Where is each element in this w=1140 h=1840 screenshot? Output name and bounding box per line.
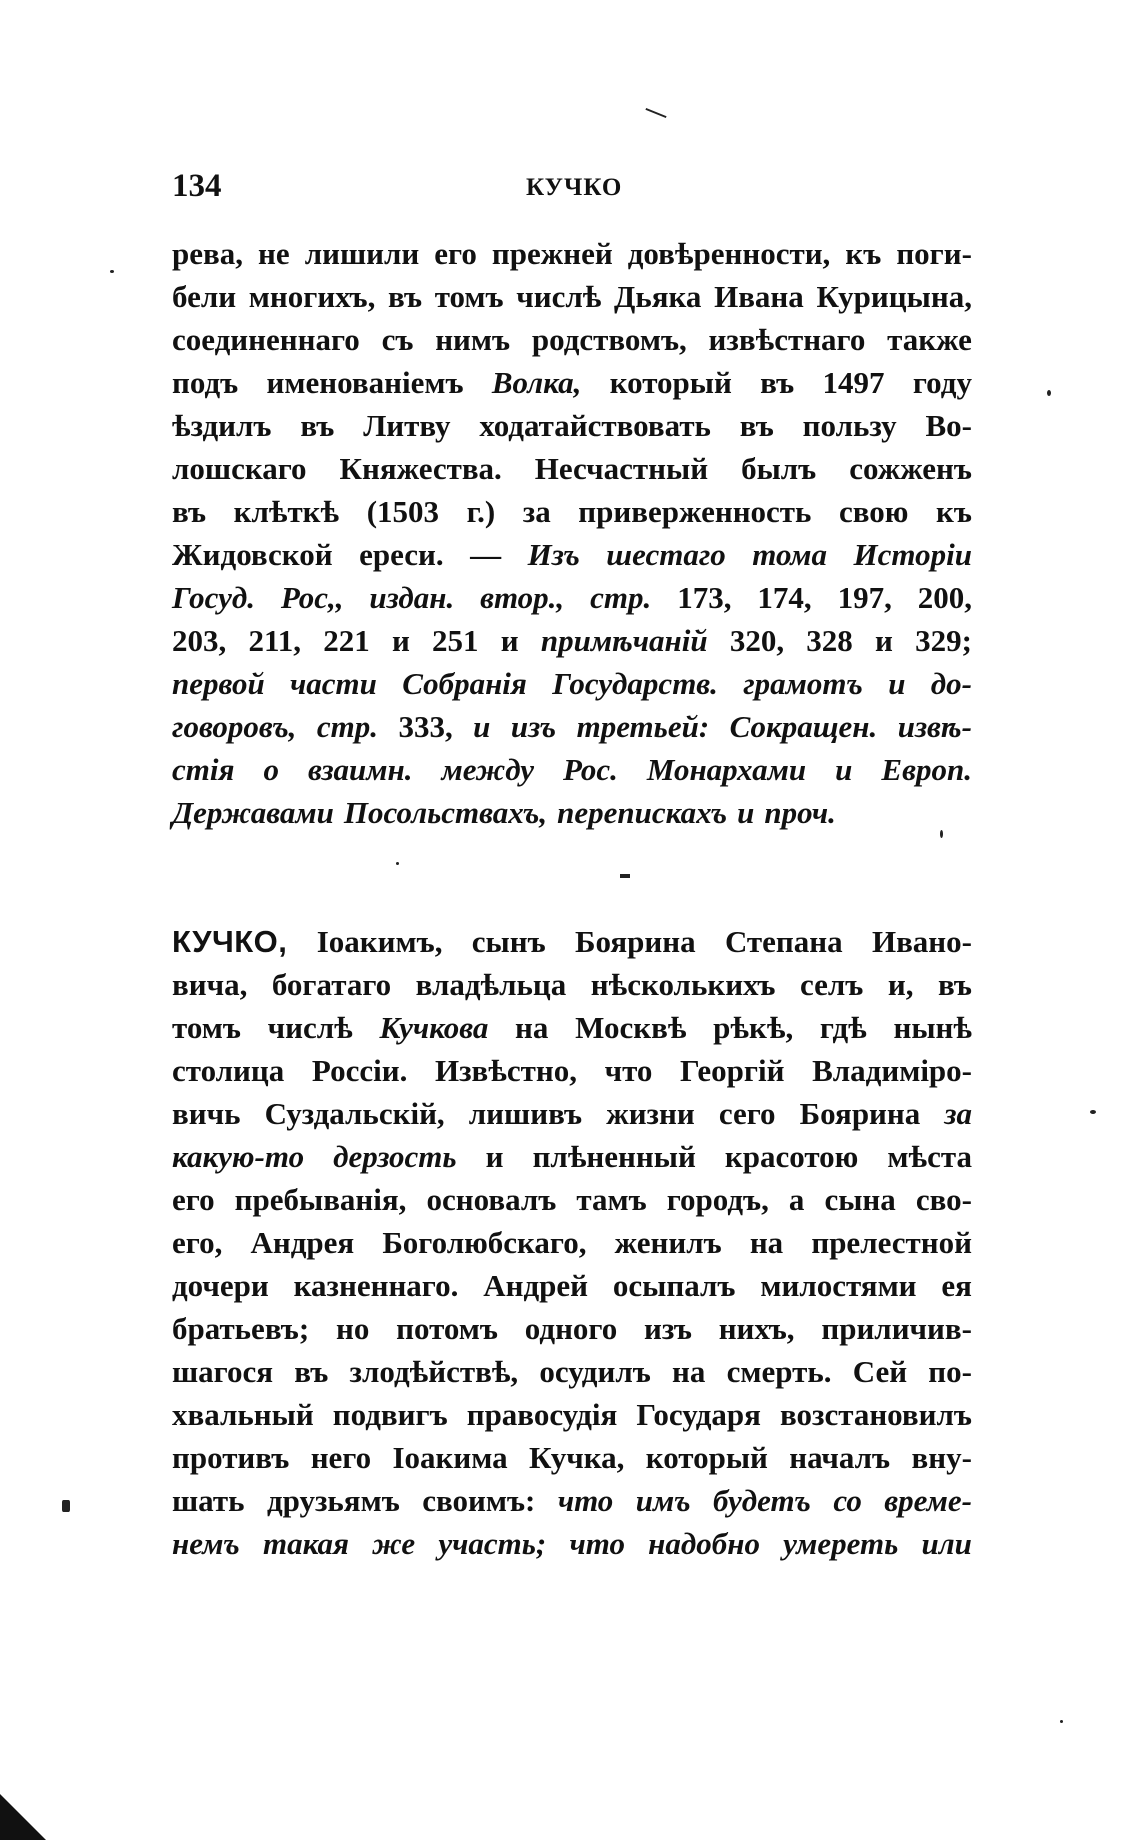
word: селъ	[799, 967, 864, 1002]
word: бели	[172, 279, 237, 314]
word: на	[515, 1010, 549, 1045]
word: именованіемъ	[266, 365, 464, 400]
word: 200,	[917, 580, 972, 615]
word: шестаго	[606, 537, 726, 572]
word: первой	[172, 666, 265, 701]
word: втор.,	[480, 580, 565, 615]
word: на	[749, 1225, 784, 1260]
word: Москвѣ	[575, 1010, 687, 1045]
word: сво-	[915, 1182, 972, 1217]
word: подъ	[172, 365, 239, 400]
page-header	[172, 168, 972, 208]
word: пребыванія,	[234, 1182, 407, 1217]
word: дерзость	[333, 1139, 457, 1174]
word: сына	[824, 1182, 896, 1217]
word: Монархами	[646, 752, 807, 787]
word: многихъ,	[248, 279, 376, 314]
word: лишили	[304, 236, 420, 271]
word: части	[290, 666, 377, 701]
text-line	[172, 1479, 972, 1522]
text-line	[172, 318, 972, 361]
word: и	[737, 795, 755, 830]
word: до-	[930, 666, 972, 701]
word: грамотъ	[743, 666, 863, 701]
word: шагося	[172, 1354, 274, 1389]
text-line	[172, 1264, 972, 1307]
word: вича,	[172, 967, 248, 1002]
word: но	[335, 1311, 370, 1346]
word: 333,	[398, 709, 453, 744]
word: —	[470, 537, 502, 572]
word: Во-	[925, 408, 972, 443]
word: довѣренности,	[627, 236, 831, 271]
word: Княжества.	[339, 451, 502, 486]
text-line	[172, 447, 972, 490]
word: прежней	[491, 236, 613, 271]
word: его,	[172, 1225, 223, 1260]
word: извѣстнаго	[708, 322, 866, 357]
scan-speck	[1060, 1720, 1063, 1723]
word: или	[921, 1526, 972, 1561]
word: изъ	[510, 709, 557, 744]
word: и	[875, 623, 893, 658]
word: Извѣстно,	[434, 1053, 577, 1088]
word: же	[372, 1526, 416, 1561]
word: Несчастный	[534, 451, 709, 486]
word: и,	[887, 967, 914, 1002]
word: смерть.	[726, 1354, 832, 1389]
word: нимъ	[435, 322, 511, 357]
scan-speck	[62, 1500, 70, 1512]
word: Изъ	[527, 537, 580, 572]
word: основалъ	[426, 1182, 557, 1217]
word: г.)	[466, 494, 496, 529]
word: 328	[806, 623, 853, 658]
word: въ	[739, 408, 774, 443]
word: что	[569, 1526, 625, 1561]
text-line	[172, 920, 972, 963]
scan-speck	[396, 862, 399, 865]
word: ея	[941, 1268, 972, 1303]
word: сынъ	[471, 924, 546, 959]
word: нынѣ	[893, 1010, 972, 1045]
word: нѣсколькихъ	[590, 967, 776, 1002]
word: соединеннаго	[172, 322, 360, 357]
word: осудилъ	[539, 1354, 651, 1389]
word: пользу	[802, 408, 897, 443]
word: въ	[294, 1354, 329, 1389]
text-line	[172, 1006, 972, 1049]
word: своимъ:	[422, 1483, 536, 1518]
word: Державами	[172, 795, 334, 830]
word: къ	[936, 494, 972, 529]
word: вну-	[911, 1440, 972, 1475]
word: за	[944, 1096, 972, 1131]
word: хвальный	[172, 1397, 314, 1432]
scan-speck	[645, 108, 666, 118]
word: въ	[172, 494, 207, 529]
text-line	[172, 619, 972, 662]
word: со	[833, 1483, 862, 1518]
text-line	[172, 1049, 972, 1092]
text-line	[172, 1221, 972, 1264]
text-line	[172, 748, 972, 791]
word: Россіи.	[311, 1053, 408, 1088]
word: что	[557, 1483, 614, 1518]
word: Андрей	[483, 1268, 589, 1303]
word: рева,	[172, 236, 243, 271]
word: и	[473, 709, 491, 744]
word: братьевъ;	[172, 1311, 310, 1346]
word: 173,	[677, 580, 732, 615]
word: а	[788, 1182, 805, 1217]
word: 251	[432, 623, 479, 658]
text-line	[172, 533, 972, 576]
word: числѣ	[267, 1010, 353, 1045]
word: возстановилъ	[779, 1397, 972, 1432]
word: Европ.	[881, 752, 972, 787]
word: въ	[387, 279, 423, 314]
running-head: КУЧКО	[526, 174, 623, 201]
word: шать	[172, 1483, 245, 1518]
word: Георгій	[680, 1053, 785, 1088]
word: богатаго	[271, 967, 392, 1002]
word: третьей:	[576, 709, 710, 744]
word: 174,	[757, 580, 812, 615]
word: примѣчаній	[540, 623, 708, 658]
word: 1497	[822, 365, 885, 400]
word: прелестной	[811, 1225, 972, 1260]
word: осыпалъ	[612, 1268, 736, 1303]
word: который	[609, 365, 732, 400]
text-line	[172, 232, 972, 275]
word: столица	[172, 1053, 285, 1088]
word: Сей	[852, 1354, 908, 1389]
word: и	[500, 623, 519, 658]
word: стр.	[590, 580, 652, 615]
text-line	[172, 1393, 972, 1436]
word: 197,	[837, 580, 892, 615]
word: Боголюбскаго,	[382, 1225, 587, 1260]
word: сожженъ	[849, 451, 972, 486]
word: приличив-	[821, 1311, 972, 1346]
word: съ	[381, 322, 414, 357]
word: Посольствахъ,	[343, 795, 548, 830]
word: Іоакима	[392, 1440, 508, 1475]
word: на	[672, 1354, 706, 1389]
word: плѣненный	[532, 1139, 696, 1174]
word: Собранія	[402, 666, 527, 701]
word: и	[485, 1139, 504, 1174]
word: стр.	[316, 709, 378, 744]
word: 211,	[248, 623, 302, 658]
entry-headword: КУЧКО,	[172, 924, 288, 959]
word: изъ	[644, 1311, 692, 1346]
word: друзьямъ	[266, 1483, 400, 1518]
word: противъ	[172, 1440, 290, 1475]
word: Жидовской	[172, 537, 333, 572]
text-line	[172, 404, 972, 447]
word: рѣкѣ,	[713, 1010, 794, 1045]
word: владѣльца	[415, 967, 567, 1002]
text-line	[172, 1436, 972, 1479]
word: Кучкова	[379, 1010, 489, 1045]
word: клѣткѣ	[233, 494, 340, 529]
word: томъ	[434, 279, 504, 314]
word: Андрея	[250, 1225, 355, 1260]
word: Ивано-	[871, 924, 972, 959]
text-line	[172, 1307, 972, 1350]
word: издан.	[369, 580, 455, 615]
word: поги-	[896, 236, 972, 271]
section-separator	[620, 874, 630, 878]
word: какую-то	[172, 1139, 305, 1174]
word: 329;	[915, 623, 972, 658]
text-line	[172, 1135, 972, 1178]
word: числѣ	[516, 279, 602, 314]
word: нихъ,	[718, 1311, 795, 1346]
word: Волка,	[491, 365, 582, 400]
word: Госуд.	[172, 580, 255, 615]
word: красотою	[724, 1139, 859, 1174]
word: къ	[845, 236, 882, 271]
word: Владиміро-	[812, 1053, 972, 1088]
word: въ	[937, 967, 972, 1002]
word: 221	[323, 623, 370, 658]
word: что	[604, 1053, 653, 1088]
scan-corner-mark	[0, 1794, 46, 1840]
word: не	[258, 236, 290, 271]
word: году	[912, 365, 972, 400]
word: о	[263, 752, 279, 787]
text-line	[172, 576, 972, 619]
word: Рос,,	[280, 580, 344, 615]
word: подвигъ	[332, 1397, 448, 1432]
word: дочери	[172, 1268, 269, 1303]
word: лошскаго	[172, 451, 307, 486]
word: (1503	[366, 494, 440, 529]
word: между	[441, 752, 534, 787]
word: немъ	[172, 1526, 240, 1561]
word: его	[172, 1182, 215, 1217]
word: тамъ	[576, 1182, 647, 1217]
word: свою	[838, 494, 909, 529]
paragraph-previous-entry-end	[172, 232, 972, 834]
word: гдѣ	[819, 1010, 867, 1045]
word: Кучка,	[529, 1440, 625, 1475]
paragraph-entry-kuchko	[172, 920, 972, 1565]
word: Сокращен.	[729, 709, 878, 744]
text-line	[172, 361, 972, 404]
word: Литву	[363, 408, 451, 443]
word: потомъ	[396, 1311, 498, 1346]
word: Суздальскій,	[264, 1096, 445, 1131]
word: ѣздилъ	[172, 408, 272, 443]
word: его	[434, 236, 477, 271]
word: Боярина	[799, 1096, 921, 1131]
word: милостями	[760, 1268, 917, 1303]
word: участь;	[438, 1526, 547, 1561]
word: ереси.	[359, 537, 444, 572]
word: Государств.	[552, 666, 718, 701]
word: говоровъ,	[172, 709, 297, 744]
word: Степана	[724, 924, 843, 959]
word: который	[645, 1440, 768, 1475]
word: извѣ-	[897, 709, 972, 744]
word: былъ	[741, 451, 817, 486]
word: злодѣйствѣ,	[349, 1354, 519, 1389]
word: мѣста	[887, 1139, 972, 1174]
text-line	[172, 662, 972, 705]
word: и	[391, 623, 410, 658]
word: Рос.	[563, 752, 618, 787]
word: приверженность	[578, 494, 812, 529]
word: томъ	[172, 1010, 241, 1045]
word: вичь	[172, 1096, 241, 1131]
word: будетъ	[712, 1483, 811, 1518]
word: сего	[718, 1096, 776, 1131]
word: въ	[760, 365, 795, 400]
word: городъ,	[666, 1182, 769, 1217]
text-line	[172, 490, 972, 533]
word: одного	[524, 1311, 618, 1346]
word: него	[310, 1440, 372, 1475]
word: перепискахъ	[557, 795, 728, 830]
text-line	[172, 705, 972, 748]
word: правосудія	[466, 1397, 618, 1432]
word: Ивана	[714, 279, 804, 314]
text-line	[172, 1092, 972, 1135]
word: также	[887, 322, 972, 357]
word: такая	[263, 1526, 350, 1561]
word: умереть	[783, 1526, 899, 1561]
word: Государя	[636, 1397, 761, 1432]
text-line	[172, 1522, 972, 1565]
word: Курицына,	[816, 279, 972, 314]
scan-speck	[110, 270, 114, 273]
word: 203,	[172, 623, 227, 658]
scan-speck	[940, 830, 943, 838]
text-line	[172, 275, 972, 318]
word: проч.	[764, 795, 836, 830]
word: началъ	[789, 1440, 891, 1475]
word: време-	[884, 1483, 972, 1518]
word: въ	[300, 408, 335, 443]
word: казненнаго.	[293, 1268, 459, 1303]
word: стія	[172, 752, 235, 787]
word: Дьяка	[614, 279, 702, 314]
word: лишивъ	[468, 1096, 583, 1131]
word: женилъ	[614, 1225, 722, 1260]
word: за	[522, 494, 551, 529]
word: и	[888, 666, 906, 701]
word: Іоакимъ,	[316, 924, 443, 959]
scan-speck	[1090, 1110, 1096, 1114]
text-line	[172, 791, 972, 834]
word: Исторіи	[853, 537, 972, 572]
word: 320,	[729, 623, 785, 658]
word: жизни	[606, 1096, 695, 1131]
word: ходатайствовать	[479, 408, 711, 443]
word: по-	[928, 1354, 972, 1389]
word: и	[835, 752, 853, 787]
text-line	[172, 1178, 972, 1221]
text-line	[172, 963, 972, 1006]
word: взаимн.	[308, 752, 413, 787]
word: тома	[752, 537, 828, 572]
word: надобно	[648, 1526, 760, 1561]
scan-speck	[1047, 390, 1051, 396]
word: имъ	[635, 1483, 691, 1518]
word: родствомъ,	[531, 322, 687, 357]
word: Боярина	[574, 924, 696, 959]
text-line	[172, 1350, 972, 1393]
page-number: 134	[172, 168, 222, 204]
